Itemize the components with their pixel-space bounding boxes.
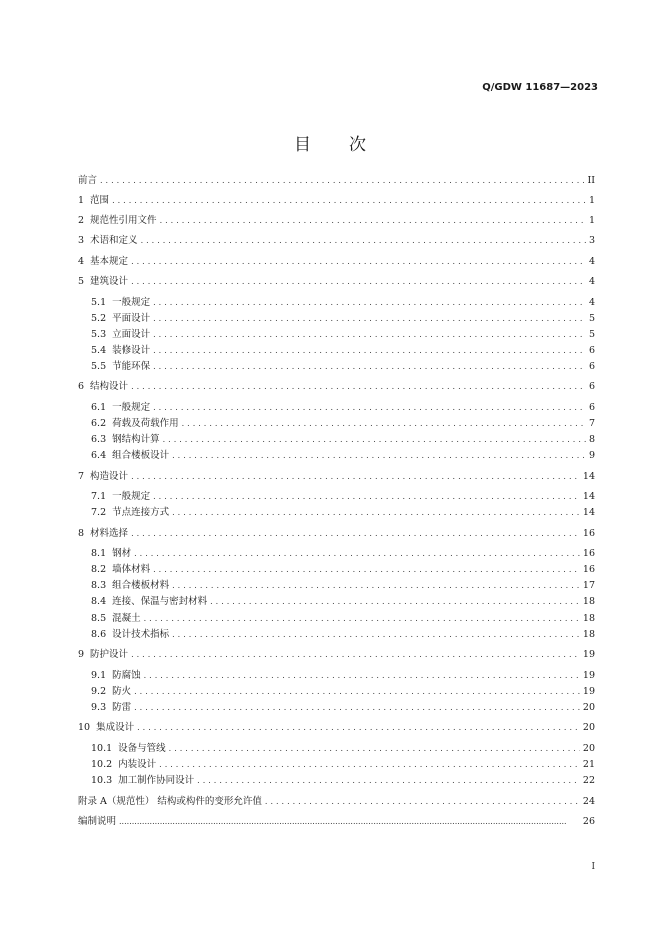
toc-leader: [153, 491, 580, 503]
toc-number: 5.5: [91, 361, 107, 372]
toc-number: 7.1: [91, 491, 107, 502]
toc-entry[interactable]: [91, 702, 595, 714]
toc-leader: [131, 649, 580, 661]
toc-entry[interactable]: [78, 471, 595, 483]
toc-number: 6.4: [91, 450, 107, 461]
toc-leader: [144, 670, 580, 682]
toc-entry[interactable]: [78, 796, 595, 808]
toc-number: 5.1: [91, 297, 107, 308]
toc-page: 4: [588, 256, 595, 267]
toc-leader: [137, 722, 580, 734]
toc-page: 21: [582, 759, 595, 770]
toc-leader: [197, 775, 580, 787]
toc-leader: [131, 256, 586, 268]
page-title: [0, 130, 662, 155]
toc-page: 9: [588, 450, 595, 461]
toc-number: 10.2: [91, 759, 113, 770]
toc-entry[interactable]: [91, 759, 595, 771]
toc-page: 6: [588, 361, 595, 372]
toc-number: 8.2: [91, 564, 107, 575]
toc-leader: [100, 175, 584, 187]
toc-page: 18: [582, 629, 595, 640]
toc-number: 6.1: [91, 402, 107, 413]
toc-page: 16: [582, 564, 595, 575]
toc-title: 钢材: [112, 548, 132, 559]
toc-title: 防护设计: [90, 649, 129, 660]
toc-entry[interactable]: [91, 613, 595, 625]
toc-entry[interactable]: [91, 596, 595, 608]
toc-leader: [153, 297, 586, 309]
toc-entry[interactable]: [78, 276, 595, 288]
toc-leader: [172, 629, 580, 641]
toc-leader: [265, 796, 580, 808]
toc-leader: [182, 418, 586, 430]
toc-page: 4: [588, 297, 595, 308]
toc-page: 26: [582, 816, 595, 827]
toc-number: 7: [78, 471, 85, 482]
toc-page: 20: [582, 722, 595, 733]
toc-page: 6: [588, 381, 595, 392]
title-char-2: 次: [349, 135, 368, 155]
toc-title: 防火: [112, 686, 132, 697]
toc-leader: [153, 345, 586, 357]
toc-title: 范围: [90, 195, 110, 206]
toc-entry[interactable]: [91, 361, 595, 373]
toc-leader: [153, 402, 586, 414]
toc-entry[interactable]: [91, 670, 595, 682]
toc-entry[interactable]: [91, 548, 595, 560]
toc-page: 19: [582, 670, 595, 681]
toc-entry[interactable]: [91, 297, 595, 309]
toc-number: 3: [78, 235, 85, 246]
toc-title: 节点连接方式: [112, 507, 170, 518]
toc-entry[interactable]: [91, 580, 595, 592]
toc-entry[interactable]: [91, 402, 595, 414]
toc-entry[interactable]: [91, 686, 595, 698]
toc-page: 19: [582, 649, 595, 660]
toc-leader: [210, 596, 580, 608]
toc-leader: [134, 686, 580, 698]
toc-title: 集成设计: [96, 722, 135, 733]
toc-number: 9.3: [91, 702, 107, 713]
toc-title: 荷载及荷载作用: [112, 418, 179, 429]
toc-leader: [141, 235, 586, 247]
toc-leader: [131, 471, 580, 483]
toc-title: 一般规定: [112, 297, 151, 308]
toc-leader: [153, 564, 580, 576]
page-number: I: [591, 862, 595, 872]
toc-leader: [119, 816, 580, 828]
toc-number: 6.3: [91, 434, 107, 445]
toc-entry[interactable]: [91, 743, 595, 755]
toc-page: 18: [582, 596, 595, 607]
toc-number: 6.2: [91, 418, 107, 429]
toc-entry[interactable]: [78, 816, 595, 828]
toc-entry[interactable]: [78, 215, 595, 227]
toc-number: 5.2: [91, 313, 107, 324]
toc-entry[interactable]: [91, 564, 595, 576]
toc-title: 节能环保: [112, 361, 151, 372]
title-char-1: 目: [294, 135, 313, 155]
toc-title: 钢结构计算: [112, 434, 160, 445]
toc-leader: [169, 743, 580, 755]
toc-entry[interactable]: [78, 528, 595, 540]
toc-page: 24: [582, 796, 595, 807]
toc-page: 1: [588, 215, 595, 226]
toc-page: 1: [588, 195, 595, 206]
toc-page: 14: [582, 507, 595, 518]
toc-title: 立面设计: [112, 329, 151, 340]
toc-title: 构造设计: [90, 471, 129, 482]
toc-leader: [112, 195, 586, 207]
toc-page: 5: [588, 329, 595, 340]
toc-page: 5: [588, 313, 595, 324]
toc-leader: [134, 548, 580, 560]
toc-title: 术语和定义: [90, 235, 138, 246]
toc-title: 基本规定: [90, 256, 129, 267]
toc-page: 20: [582, 743, 595, 754]
toc-title: 结构设计: [90, 381, 129, 392]
toc-number: 8.3: [91, 580, 107, 591]
toc-page: 18: [582, 613, 595, 624]
toc-title: 前言: [78, 175, 98, 186]
toc-title: 连接、保温与密封材料: [112, 596, 208, 607]
toc-title: 防腐蚀: [112, 670, 141, 681]
toc-page: 16: [582, 548, 595, 559]
toc-entry[interactable]: [91, 345, 595, 357]
toc-entry[interactable]: [78, 256, 595, 268]
toc-entry[interactable]: [91, 629, 595, 641]
toc-title: 建筑设计: [90, 276, 129, 287]
toc-title: 墙体材料: [112, 564, 151, 575]
toc-page: 8: [588, 434, 595, 445]
toc-leader: [172, 580, 580, 592]
toc-page: 6: [588, 402, 595, 413]
toc-entry[interactable]: [91, 434, 595, 446]
toc-number: 8.1: [91, 548, 107, 559]
toc-number: 7.2: [91, 507, 107, 518]
toc-title: 材料选择: [90, 528, 129, 539]
toc-entry[interactable]: [91, 450, 595, 462]
toc-page: 6: [588, 345, 595, 356]
toc-leader: [153, 329, 586, 341]
toc-leader: [163, 434, 586, 446]
toc-number: 8.6: [91, 629, 107, 640]
toc-number: 5: [78, 276, 85, 287]
toc-leader: [131, 528, 580, 540]
toc-leader: [172, 507, 580, 519]
toc-leader: [172, 450, 586, 462]
toc-number: 9: [78, 649, 85, 660]
toc-title: 装修设计: [112, 345, 151, 356]
toc-number: 10.3: [91, 775, 113, 786]
toc-title: 编制说明: [78, 816, 117, 827]
toc-number: 6: [78, 381, 85, 392]
toc-entry[interactable]: [91, 775, 595, 787]
toc-number: 4: [78, 256, 85, 267]
toc-title: 组合楼板材料: [112, 580, 170, 591]
toc-number: 1: [78, 195, 85, 206]
document-code: Q/GDW 11687—2023: [482, 82, 598, 93]
toc-title: 一般规定: [112, 402, 151, 413]
toc-title: 组合楼板设计: [112, 450, 170, 461]
toc-title: 平面设计: [112, 313, 151, 324]
toc-leader: [134, 702, 580, 714]
toc-title: 一般规定: [112, 491, 151, 502]
toc-entry[interactable]: [78, 195, 595, 207]
toc-page: 14: [582, 471, 595, 482]
toc-leader: [131, 276, 586, 288]
toc-page: 20: [582, 702, 595, 713]
toc-page: 16: [582, 528, 595, 539]
toc-number: 10: [78, 722, 91, 733]
toc-leader: [160, 215, 586, 227]
toc-title: 混凝土: [112, 613, 141, 624]
toc-number: 8.5: [91, 613, 107, 624]
toc-title: 设计技术指标: [112, 629, 170, 640]
toc-title: 附录 A（规范性） 结构或构件的变形允许值: [78, 796, 262, 807]
toc-page: 3: [588, 235, 595, 246]
toc-page: 17: [582, 580, 595, 591]
toc-entry[interactable]: [78, 722, 595, 734]
toc-number: 10.1: [91, 743, 113, 754]
toc-number: 9.2: [91, 686, 107, 697]
toc-title: 内装设计: [118, 759, 157, 770]
toc-page: 14: [582, 491, 595, 502]
toc-leader: [144, 613, 580, 625]
toc-number: 8.4: [91, 596, 107, 607]
toc-leader: [153, 361, 586, 373]
toc-entry[interactable]: [78, 649, 595, 661]
toc-entry[interactable]: [91, 313, 595, 325]
toc-entry[interactable]: [91, 418, 595, 430]
toc-title: 加工制作协同设计: [118, 775, 195, 786]
toc-title: 设备与管线: [118, 743, 166, 754]
toc-page: 7: [588, 418, 595, 429]
toc-number: 2: [78, 215, 85, 226]
toc-entry[interactable]: [78, 381, 595, 393]
toc-page: 19: [582, 686, 595, 697]
toc-page: 22: [582, 775, 595, 786]
toc-entry[interactable]: [91, 507, 595, 519]
toc-number: 5.4: [91, 345, 107, 356]
toc-entry[interactable]: [78, 235, 595, 247]
toc-number: 9.1: [91, 670, 107, 681]
toc-entry[interactable]: [91, 329, 595, 341]
toc-page: 4: [588, 276, 595, 287]
toc-entry[interactable]: [78, 175, 595, 187]
toc-leader: [153, 313, 586, 325]
toc-leader: [131, 381, 586, 393]
toc-number: 8: [78, 528, 85, 539]
toc-number: 5.3: [91, 329, 107, 340]
toc-title: 防雷: [112, 702, 132, 713]
toc-leader: [159, 759, 580, 771]
toc-title: 规范性引用文件: [90, 215, 157, 226]
toc-entry[interactable]: [91, 491, 595, 503]
toc-page: II: [587, 175, 595, 186]
